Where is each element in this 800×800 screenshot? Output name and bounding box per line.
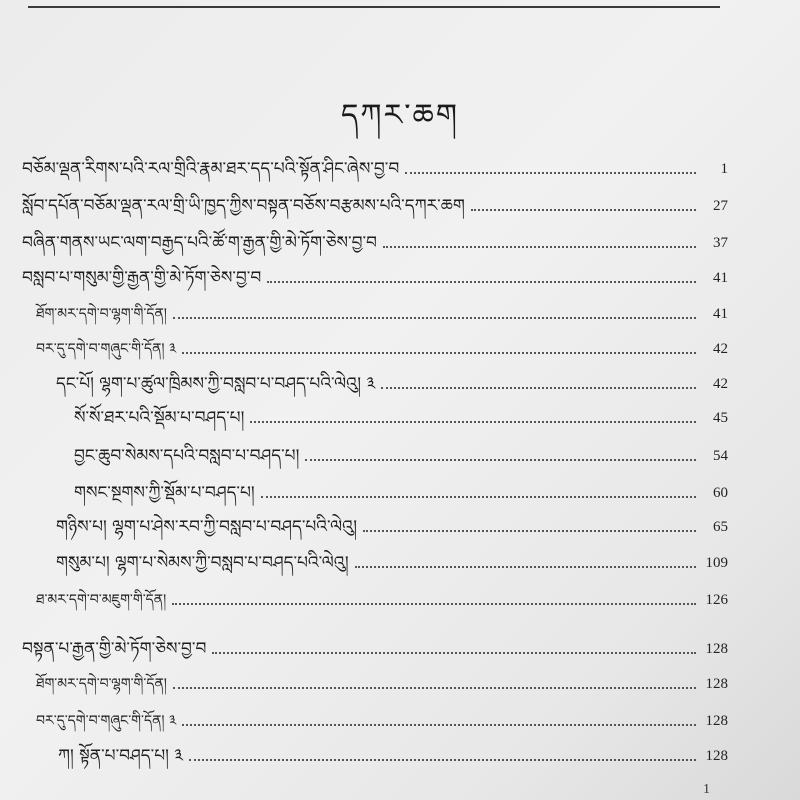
toc-page-number: 27 <box>713 198 728 214</box>
toc-entry[interactable] <box>36 303 728 325</box>
toc-entry-label: གཉིས་པ། ལྷག་པ་ཤེས་རབ་ཀྱི་བསླབ་པ་བཤད་པའི་ལེའུ། <box>56 517 358 537</box>
toc-entry[interactable] <box>36 589 728 611</box>
dot-leader <box>182 724 696 726</box>
toc-entry-label: བྱང་ཆུབ་སེམས་དཔའི་བསླབ་པ་བཤད་པ། <box>74 446 300 466</box>
dot-leader <box>383 246 696 248</box>
dot-leader <box>172 603 696 605</box>
dot-leader <box>189 759 696 761</box>
toc-entry[interactable] <box>56 516 728 538</box>
page-footer-number: 1 <box>703 782 710 797</box>
dot-leader <box>250 421 696 423</box>
toc-entry[interactable] <box>22 638 728 660</box>
dot-leader <box>267 281 696 283</box>
dot-leader <box>471 209 696 211</box>
top-rule <box>28 6 720 8</box>
toc-page-number: 37 <box>713 235 728 251</box>
toc-page-number: 60 <box>713 485 728 501</box>
toc-entry-label: ཐོག་མར་དགེ་བ་ལྷག་གི་དོན། <box>36 676 167 692</box>
toc-entry[interactable] <box>36 710 728 732</box>
toc-entry-label: བཞིན་གནས་ཡང་ལག་བརྒྱད་པའི་ཚོ་ག་རྒྱན་གྱི་མེ་ཏོག་ཅེས་བྱ་བ <box>22 233 377 253</box>
toc-entry-label: བར་དུ་དགེ་བ་གཞུང་གི་དོན། ༣ <box>36 341 177 357</box>
dot-leader <box>381 387 696 389</box>
toc-entry[interactable] <box>74 445 728 467</box>
toc-entry-label: བསླབ་པ་གསུམ་གྱི་རྒྱན་གྱི་མེ་ཏོག་ཅེས་བྱ་བ <box>22 268 262 288</box>
toc-entry[interactable] <box>22 267 728 289</box>
toc-page-number: 65 <box>713 519 728 535</box>
toc-page-number: 42 <box>713 341 728 357</box>
dot-leader <box>173 687 696 689</box>
toc-entry[interactable] <box>56 552 728 574</box>
toc-page-number: 128 <box>705 748 728 764</box>
dot-leader <box>355 566 696 568</box>
toc-entry-label: ཐོག་མར་དགེ་བ་ལྷག་གི་དོན། <box>36 306 167 322</box>
toc-entry[interactable] <box>22 158 728 180</box>
toc-entry-label: བར་དུ་དགེ་བ་གཞུང་གི་དོན། ༣ <box>36 713 177 729</box>
toc-entry-label: བཅོམ་ལྡན་རིགས་པའི་རལ་གྲིའི་རྣམ་ཐར་དད་པའི་སྟོན་ཤིང་ཞེས་བྱ་བ <box>22 159 400 179</box>
dot-leader <box>212 652 696 654</box>
toc-page-number: 41 <box>713 270 728 286</box>
toc-entry-label: ཐ་མར་དགེ་བ་མཇུག་གི་དོན། <box>36 592 167 608</box>
toc-page-number: 109 <box>705 555 728 571</box>
toc-entry-label: དང་པོ། ལྷག་པ་ཚུལ་ཁྲིམས་ཀྱི་བསླབ་པ་བཤད་པའི་ལེའུ། ༣ <box>56 374 376 394</box>
page-title: དཀར་ཆག <box>341 98 459 133</box>
toc-entry-label: ཀ། སྟོན་པ་བཤད་པ། ༣ <box>58 746 184 766</box>
dot-leader <box>305 459 696 461</box>
toc-page-number: 126 <box>705 592 728 608</box>
toc-page-number: 42 <box>713 376 728 392</box>
toc-page-number: 128 <box>705 676 728 692</box>
toc-page-number: 45 <box>713 410 728 426</box>
toc-entry[interactable] <box>36 673 728 695</box>
dot-leader <box>261 496 696 498</box>
toc-entry[interactable] <box>22 195 728 217</box>
toc-entry[interactable] <box>36 338 728 360</box>
dot-leader <box>173 317 696 319</box>
toc-entry-label: བསྟན་པ་རྒྱན་གྱི་མེ་ཏོག་ཅེས་བྱ་བ <box>22 639 207 659</box>
toc-entry[interactable] <box>22 232 728 254</box>
toc-page-number: 54 <box>713 448 728 464</box>
toc-entry-label: གསང་སྔགས་ཀྱི་སྡོམ་པ་བཤད་པ། <box>74 483 255 503</box>
toc-entry[interactable] <box>58 745 728 767</box>
dot-leader <box>182 352 696 354</box>
dot-leader <box>405 172 696 174</box>
toc-entry-label: གསུམ་པ། ལྷག་པ་སེམས་ཀྱི་བསླབ་པ་བཤད་པའི་ལེའུ། <box>56 553 349 573</box>
toc-entry-label: སློབ་དཔོན་བཅོམ་ལྡན་རལ་གྲི་ཡི་ཁྱད་ཀྱིས་བསྟན་བཅོས་བརྩམས་པའི་དཀར་ཆག <box>22 196 465 216</box>
toc-entry[interactable] <box>74 407 728 429</box>
toc-entry[interactable] <box>74 482 728 504</box>
toc-page-number: 128 <box>705 641 728 657</box>
toc-page-number: 1 <box>720 161 728 177</box>
toc-entry[interactable] <box>56 373 728 395</box>
toc-page-number: 41 <box>713 306 728 322</box>
toc-page-number: 128 <box>705 713 728 729</box>
toc-entry-label: སོ་སོ་ཐར་པའི་སྡོམ་པ་བཤད་པ། <box>74 408 245 428</box>
dot-leader <box>363 530 696 532</box>
